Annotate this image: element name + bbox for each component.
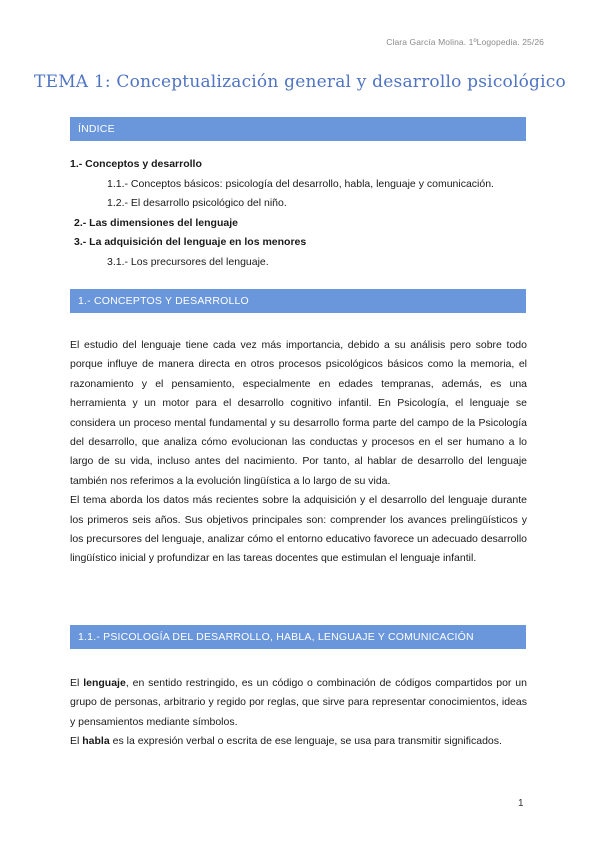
- toc-entry-3-1: 3.1.- Los precursores del lenguaje.: [107, 255, 269, 268]
- index-heading-bar: [70, 117, 526, 141]
- toc-entry-1: 1.- Conceptos y desarrollo: [70, 158, 202, 170]
- index-heading: ÍNDICE: [78, 123, 115, 135]
- table-of-contents: [70, 155, 540, 272]
- section1-heading-bar: [70, 289, 526, 313]
- section1-paragraph-1: El estudio del lenguaje tiene cada vez más importancia, debido a su análisis pero sobre todo porque influye de manera directa en otros procesos psicológicos básicos como la memoria, el razonamiento y el pensamiento, especialmente en edades tempranas, además, es una herramienta y un motor para el desarrollo cognitivo infantil. En Psicología, el lenguaje se considera un proceso mental fundamental y su desarrollo forma parte del campo de la Psicología del desarrollo, que analiza cómo evolucionan las conductas y procesos en el ser humano a lo largo de su vida, incluso antes del nacimiento. Por tanto, al hablar de desarrollo del lenguaje también nos referimos a la evolución lingüística a lo largo de su vida.: [70, 339, 527, 487]
- text-span: es la expresión verbal o escrita de ese lenguaje, se usa para transmitir significados.: [109, 735, 502, 748]
- page-number: 1: [518, 798, 524, 809]
- header-author-line: Clara García Molina. 1ºLogopedia. 25/26: [386, 37, 544, 47]
- text-span: El: [70, 735, 83, 748]
- term-lenguaje: lenguaje: [83, 677, 126, 689]
- toc-entry-2: 2.- Las dimensiones del lenguaje: [74, 216, 238, 229]
- toc-entry-1-2: 1.2.- El desarrollo psicológico del niño.: [107, 197, 287, 209]
- text-span: El: [70, 677, 84, 689]
- text-span: , en sentido restringido, es un código o combinación de códigos compartidos por un grupo de personas, arbitrario y regido por reglas, que sirve para representar conocimientos, ideas y pensamientos mediante símbolos.: [70, 677, 527, 728]
- section1-body: [70, 336, 527, 569]
- toc-entry-3: 3.- La adquisición del lenguaje en los menores: [74, 236, 307, 248]
- toc-entry-1-1: 1.1.- Conceptos básicos: psicología del desarrollo, habla, lenguaje y comunicación.: [107, 177, 494, 190]
- section11-paragraph-1: [70, 674, 527, 732]
- section1-paragraph-2: El tema aborda los datos más recientes sobre la adquisición y el desarrollo del lenguaje durante los primeros seis años. Sus objetivos principales son: comprender los avances prelingüísticos y los precursores del lenguaje, analizar cómo el entorno educativo favorece un adecuado desarrollo lingüístico inicial y profundizar en las tareas docentes que estimulan el lenguaje infantil.: [70, 494, 527, 565]
- section1-heading: 1.- CONCEPTOS Y DESARROLLO: [78, 295, 249, 307]
- section11-body: [70, 674, 527, 752]
- section11-heading-bar: [70, 625, 526, 649]
- section11-paragraph-2: [70, 732, 527, 751]
- section11-heading: 1.1.- PSICOLOGÍA DEL DESARROLLO, HABLA, LENGUAJE Y COMUNICACIÓN: [78, 631, 474, 643]
- page-title: TEMA 1: Conceptualización general y desarrollo psicológico: [34, 72, 566, 92]
- term-habla: habla: [82, 735, 110, 748]
